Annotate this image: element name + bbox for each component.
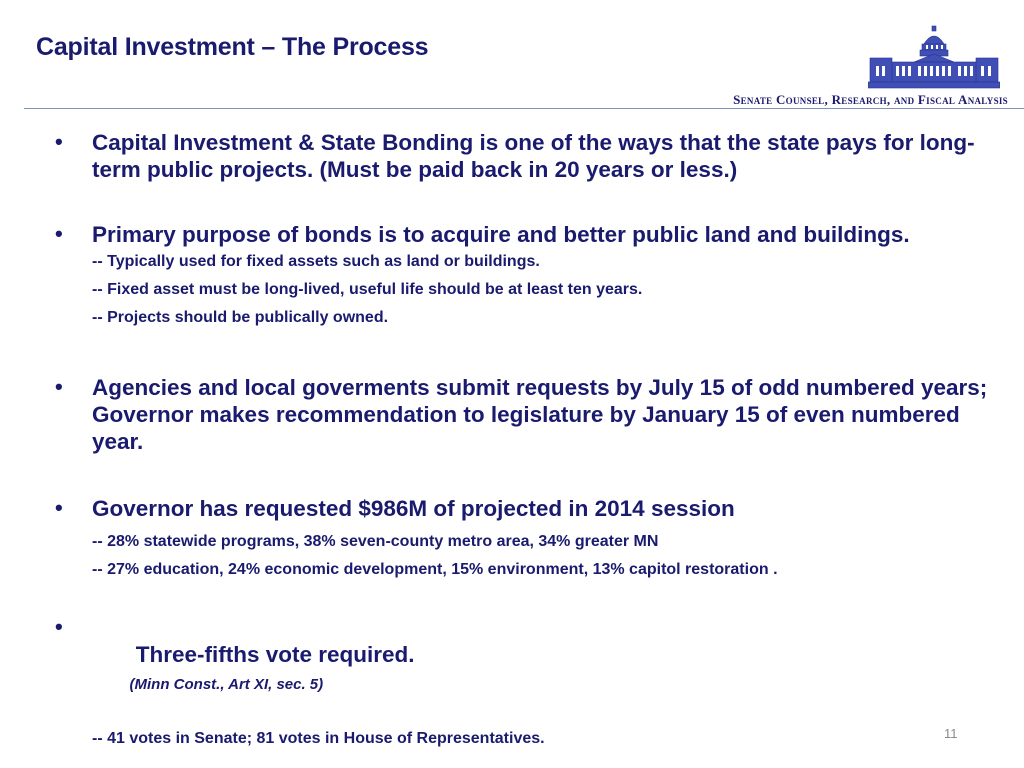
header-divider — [24, 108, 1024, 109]
bullet-text — [92, 614, 1010, 725]
bullet-item — [50, 129, 1010, 183]
bullet-item — [50, 614, 1010, 753]
bullet-text: Capital Investment & State Bonding is one of the ways that the state pays for long-term public projects. (Must be paid back in 20 years or less.) — [92, 130, 975, 182]
bullet-glyph: • — [55, 495, 63, 520]
sub-point: -- Fixed asset must be long-lived, useful life should be at least ten years. — [92, 281, 643, 298]
constitution-citation: (Minn Const., Art XI, sec. 5) — [129, 676, 324, 693]
sub-point: -- 27% education, 24% economic development, 15% environment, 13% capitol restoration . — [92, 561, 778, 578]
bullet-glyph: • — [55, 614, 63, 639]
bullet-glyph: • — [55, 374, 63, 399]
organization-name: Senate Counsel, Research, and Fiscal Analysis — [733, 92, 1008, 107]
bullet-glyph: • — [55, 221, 63, 246]
bullet-text: Agencies and local goverments submit requests by July 15 of odd numbered years; Governor makes recommendation to legislature by January 15 of even numbered year. — [92, 375, 988, 454]
sub-point: -- 28% statewide programs, 38% seven-county metro area, 34% greater MN — [92, 533, 659, 550]
bullet-list — [50, 129, 1010, 753]
slide-title: Capital Investment – The Process — [36, 33, 429, 61]
sub-point: -- Projects should be publically owned. — [92, 309, 389, 326]
sub-point: -- Typically used for fixed assets such as land or buildings. — [92, 253, 540, 270]
bullet-item — [50, 495, 1010, 584]
bullet-text: Governor has requested $986M of projected in 2014 session — [92, 496, 735, 521]
bullet-text: Primary purpose of bonds is to acquire and better public land and buildings. — [92, 222, 910, 247]
sub-point: -- 41 votes in Senate; 81 votes in House of Representatives. — [92, 730, 545, 747]
bullet-glyph: • — [55, 129, 63, 154]
bullet-item — [50, 221, 1010, 332]
bullet-text-main: Three-fifths vote required. — [129, 642, 415, 667]
capitol-building-icon — [868, 24, 1000, 90]
bullet-item — [50, 374, 1010, 455]
page-number: 11 — [944, 726, 958, 741]
